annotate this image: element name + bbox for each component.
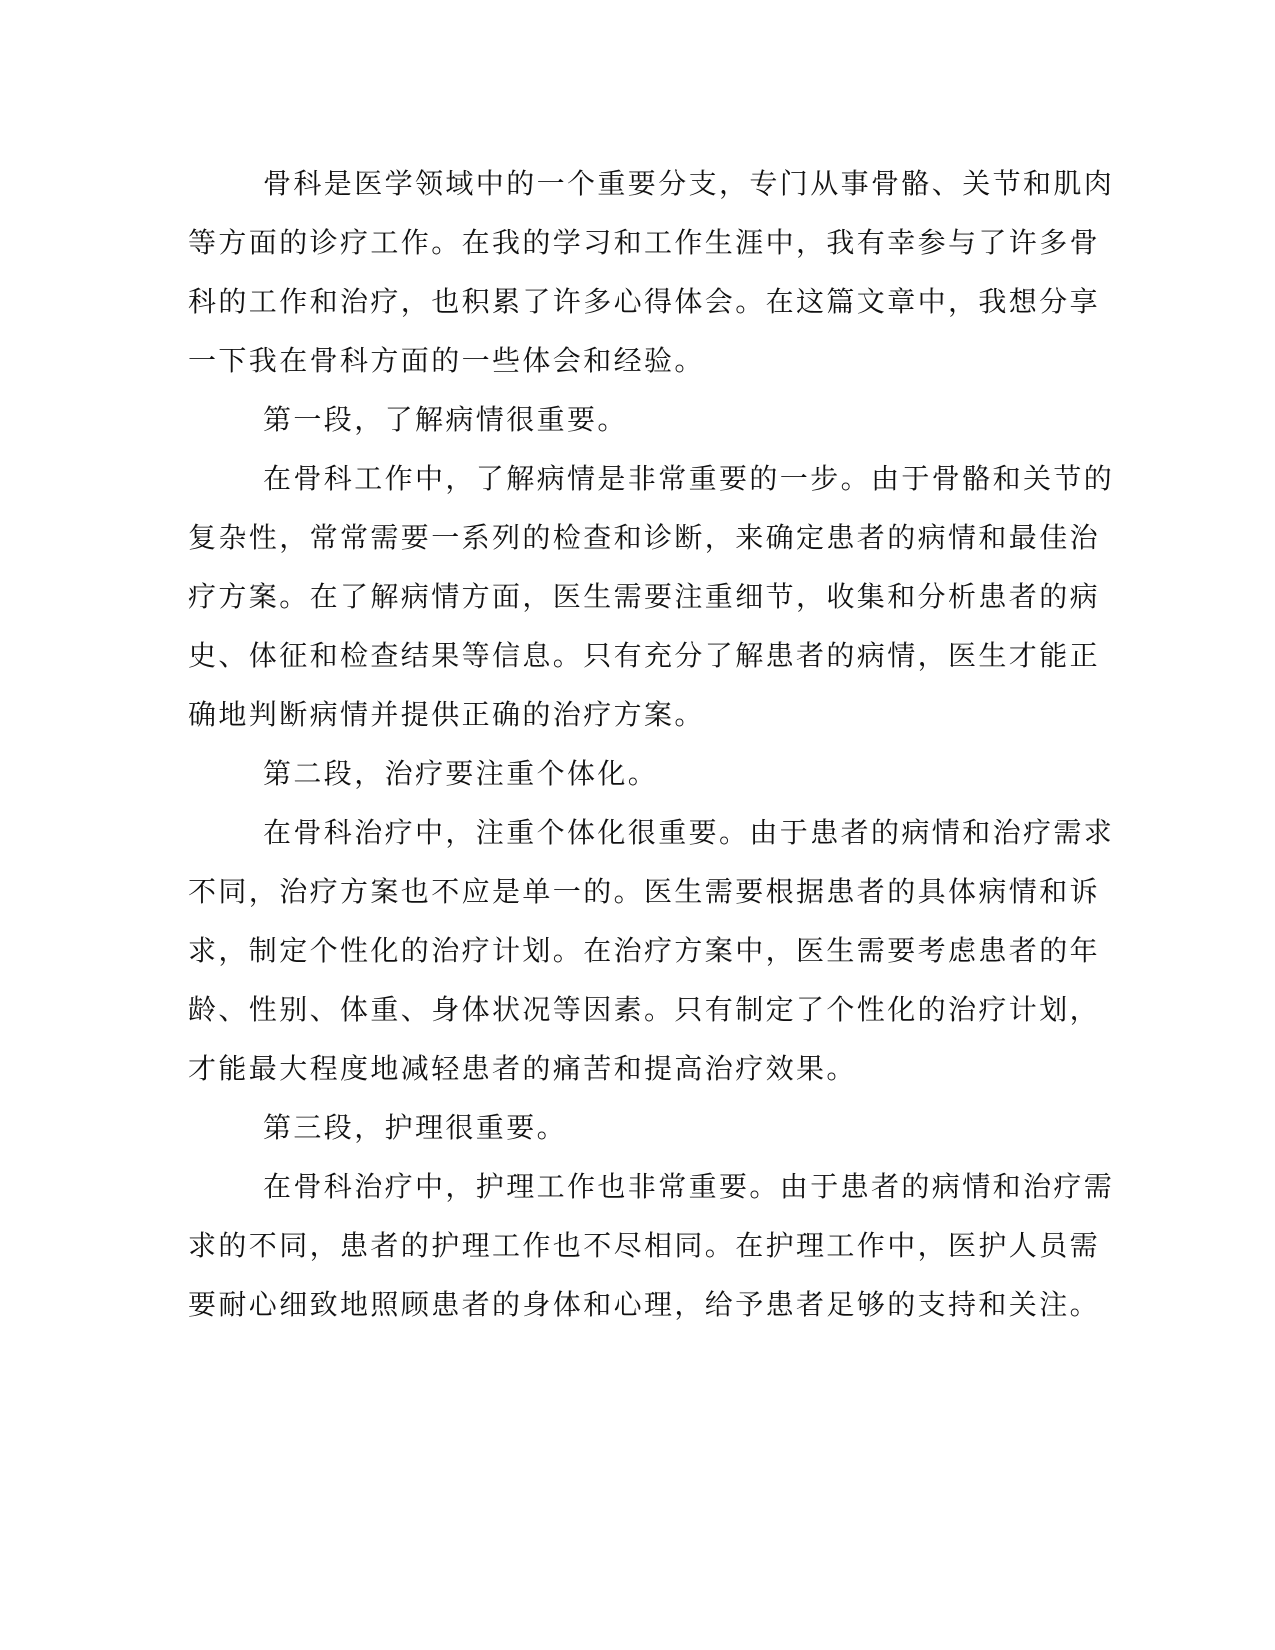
intro-paragraph-line: 骨科是医学领域中的一个重要分支，专门从事骨骼、关节和肌肉 bbox=[263, 167, 1115, 200]
section-heading-1: 第一段，了解病情很重要。 bbox=[263, 403, 628, 436]
section-1-paragraph-line: 史、体征和检查结果等信息。只有充分了解患者的病情，医生才能正 bbox=[188, 639, 1101, 672]
section-2-paragraph-line: 求，制定个性化的治疗计划。在治疗方案中，医生需要考虑患者的年 bbox=[188, 934, 1101, 967]
section-heading-2: 第二段，治疗要注重个体化。 bbox=[263, 757, 659, 790]
section-1-paragraph-line: 在骨科工作中，了解病情是非常重要的一步。由于骨骼和关节的 bbox=[263, 462, 1115, 495]
section-heading-3: 第三段，护理很重要。 bbox=[263, 1111, 568, 1144]
intro-paragraph-line: 一下我在骨科方面的一些体会和经验。 bbox=[188, 344, 705, 377]
section-2-paragraph-line: 才能最大程度地减轻患者的痛苦和提高治疗效果。 bbox=[188, 1052, 857, 1085]
intro-paragraph-line: 科的工作和治疗，也积累了许多心得体会。在这篇文章中，我想分享 bbox=[188, 285, 1101, 318]
section-2-paragraph-line: 龄、性别、体重、身体状况等因素。只有制定了个性化的治疗计划， bbox=[188, 993, 1101, 1026]
section-3-paragraph-line: 在骨科治疗中，护理工作也非常重要。由于患者的病情和治疗需 bbox=[263, 1170, 1115, 1203]
section-1-paragraph-line: 复杂性，常常需要一系列的检查和诊断，来确定患者的病情和最佳治 bbox=[188, 521, 1101, 554]
intro-paragraph-line: 等方面的诊疗工作。在我的学习和工作生涯中，我有幸参与了许多骨 bbox=[188, 226, 1101, 259]
section-2-paragraph-line: 在骨科治疗中，注重个体化很重要。由于患者的病情和治疗需求 bbox=[263, 816, 1115, 849]
section-2-paragraph-line: 不同，治疗方案也不应是单一的。医生需要根据患者的具体病情和诉 bbox=[188, 875, 1101, 908]
section-3-paragraph-line: 要耐心细致地照顾患者的身体和心理，给予患者足够的支持和关注。 bbox=[188, 1288, 1101, 1321]
section-1-paragraph-line: 疗方案。在了解病情方面，医生需要注重细节，收集和分析患者的病 bbox=[188, 580, 1101, 613]
section-3-paragraph-line: 求的不同，患者的护理工作也不尽相同。在护理工作中，医护人员需 bbox=[188, 1229, 1101, 1262]
section-1-paragraph-line: 确地判断病情并提供正确的治疗方案。 bbox=[188, 698, 705, 731]
